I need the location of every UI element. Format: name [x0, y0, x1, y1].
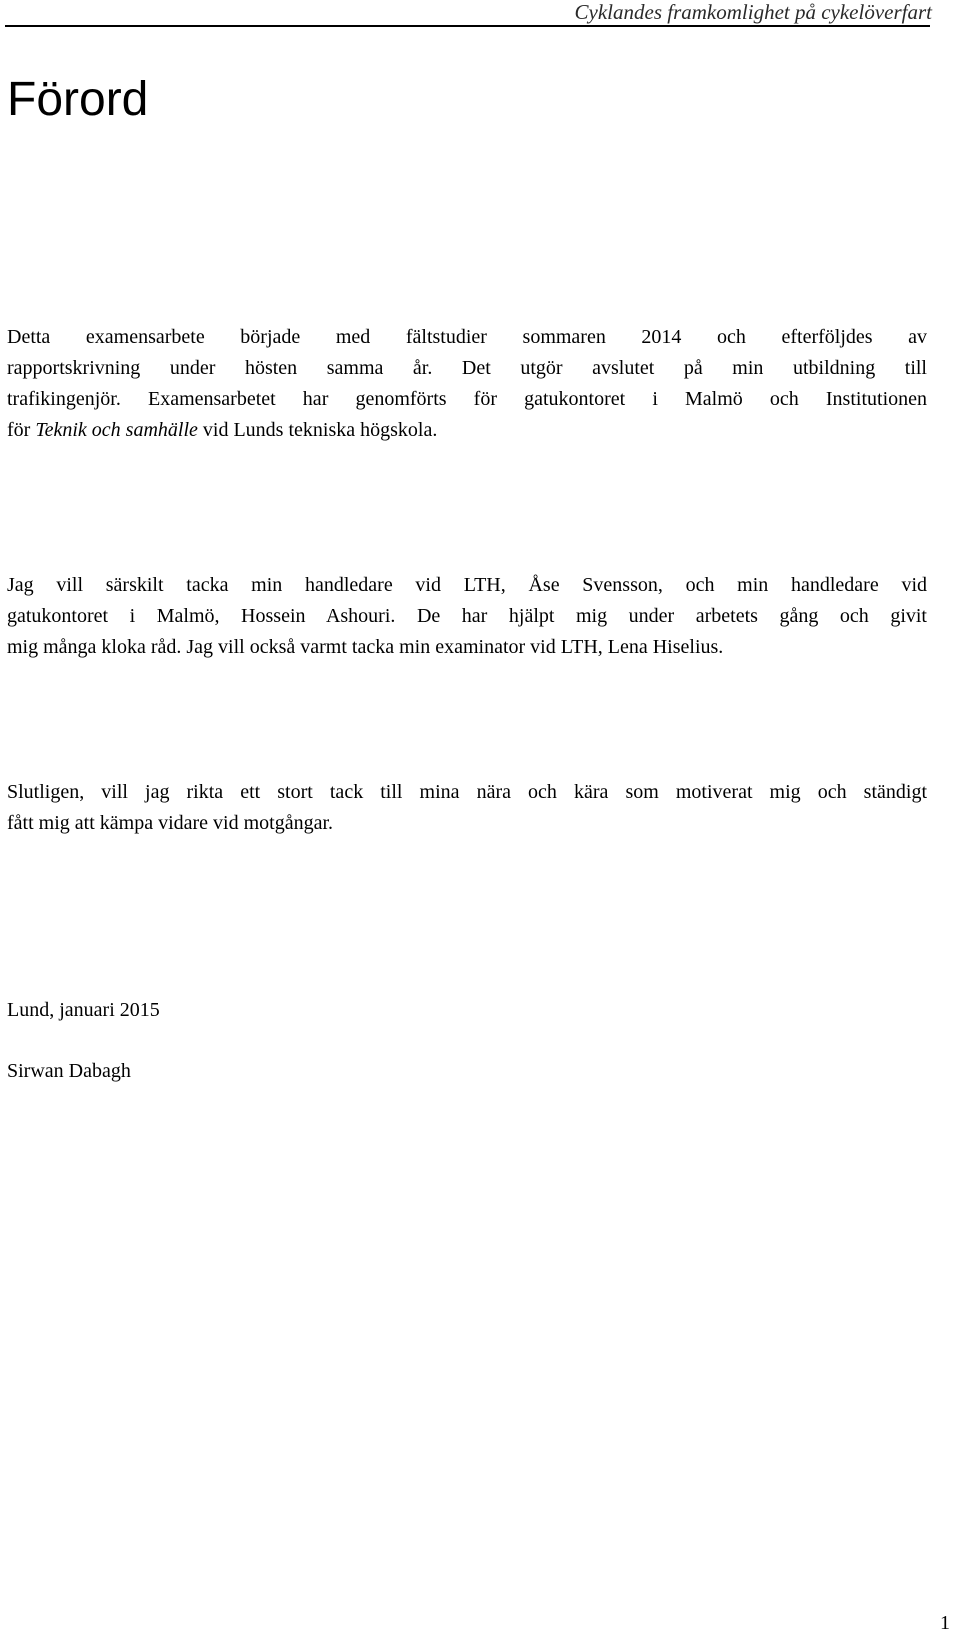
intro-line-2: rapportskrivning under hösten samma år. Det utgör avslutet på min utbildning till [7, 357, 927, 379]
intro-line-4 [7, 415, 927, 446]
place-date: Lund, januari 2015 [7, 999, 160, 1021]
intro-line-3: trafikingenjör. Examensarbetet har genomförts för gatukontoret i Malmö och Institutionen [7, 388, 927, 410]
final-line-1: Slutligen, vill jag rikta ett stort tack till mina nära och kära som motiverat mig och ständigt [7, 781, 927, 803]
page-title: Förord [7, 73, 149, 126]
author-name: Sirwan Dabagh [7, 1060, 131, 1082]
intro-line-4-prefix: för [7, 419, 36, 441]
thanks-line-1: Jag vill särskilt tacka min handledare vid LTH, Åse Svensson, och min handledare vid [7, 574, 927, 596]
running-header: Cyklandes framkomlighet på cykelöverfart [574, 0, 932, 24]
department-name: Teknik och samhälle [35, 419, 198, 441]
thanks-line-3: mig många kloka råd. Jag vill också varmt tacka min examinator vid LTH, Lena Hiselius. [7, 636, 724, 658]
intro-line-1: Detta examensarbete började med fältstudier sommaren 2014 och efterföljdes av [7, 326, 927, 348]
intro-line-4-suffix: vid Lunds tekniska högskola. [197, 419, 438, 441]
final-paragraph [7, 777, 927, 839]
final-line-2: fått mig att kämpa vidare vid motgångar. [7, 812, 334, 834]
page-number: 1 [940, 1612, 950, 1634]
header-rule [5, 25, 930, 27]
intro-paragraph [7, 322, 927, 446]
thanks-line-2: gatukontoret i Malmö, Hossein Ashouri. De har hjälpt mig under arbetets gång och givit [7, 605, 927, 627]
thanks-paragraph [7, 570, 927, 663]
